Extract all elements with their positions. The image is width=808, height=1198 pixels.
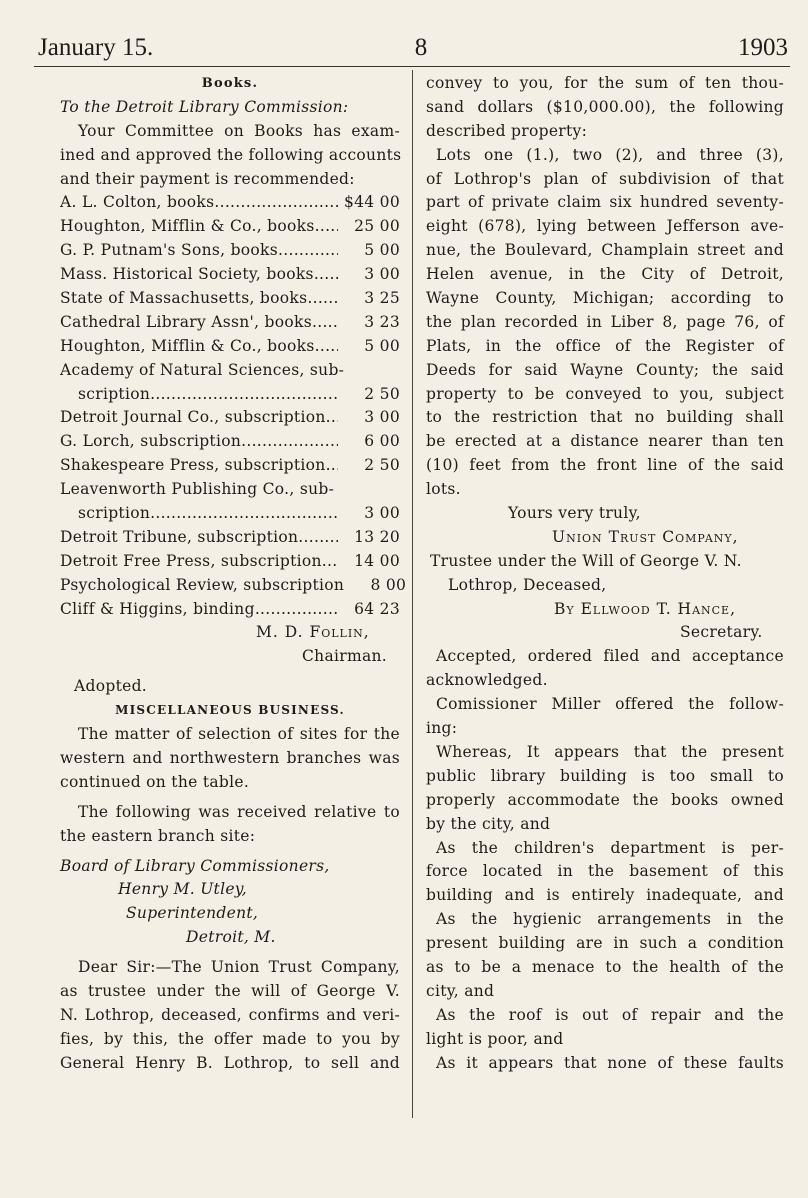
account-row: [60, 454, 400, 478]
account-amount: 14 00: [354, 551, 400, 570]
account-amount: $44 00: [343, 193, 400, 212]
account-name: scription: [78, 504, 151, 523]
account-name: Houghton, Mifflin & Co., books: [60, 336, 315, 355]
misc-line: western and northwestern branches was: [60, 748, 400, 767]
address-line: Board of Library Commissioners,: [60, 856, 330, 875]
whereas-line: Whereas, It appears that the present: [436, 742, 784, 761]
lots-line: (10) feet from the front line of the said: [426, 456, 784, 475]
account-row: [60, 215, 400, 239]
children-line: building and is entirely inadequate, and: [426, 886, 784, 905]
lots-line: property to be conveyed to you, subject: [426, 384, 784, 403]
whereas-line: public library building is too small to: [426, 766, 784, 785]
account-name: Detroit Free Press, subscription: [60, 551, 322, 570]
account-name: G. P. Putnam's Sons, books: [60, 241, 279, 260]
account-amount: 64 23: [354, 599, 400, 618]
closing: Yours very truly,: [508, 504, 641, 523]
letter-cont-line: sand dollars ($10,000.00), the following: [426, 97, 784, 116]
lots-line: lots.: [426, 480, 461, 499]
account-amount: 3 23: [364, 312, 400, 331]
account-name-line: Academy of Natural Sciences, sub-: [60, 360, 345, 379]
account-row: [60, 311, 400, 335]
account-amount: 3 00: [364, 265, 400, 284]
trustee-line: Trustee under the Will of George V. N.: [430, 551, 742, 570]
account-row: [60, 574, 407, 598]
intro-line: ined and approved the following accounts: [60, 145, 402, 164]
signer-title: Chairman.: [302, 647, 387, 666]
account-row: [60, 430, 400, 454]
account-amount: 2 50: [364, 456, 400, 475]
lots-line: Helen avenue, in the City of Detroit,: [426, 265, 784, 284]
account-name: G. Lorch, subscription: [60, 432, 242, 451]
account-name: scription: [78, 384, 151, 403]
account-row: [60, 287, 400, 311]
account-name: Mass. Historical Society, books: [60, 265, 314, 284]
whereas-line: by the city, and: [426, 814, 551, 833]
account-name: Psychological Review, subscription: [60, 575, 345, 594]
account-amount: 3 00: [364, 504, 400, 523]
lots-line: Lots one (1.), two (2), and three (3),: [436, 145, 784, 164]
accepted-line: Accepted, ordered filed and acceptance: [436, 647, 784, 666]
hygienic-line: present building are in such a condition: [426, 934, 784, 953]
by-line: By Ellwood T. Hance,: [554, 599, 737, 618]
account-amount: 13 20: [354, 527, 400, 546]
account-name: Cathedral Library Assn', books: [60, 312, 312, 331]
account-row: [60, 191, 400, 215]
misc-line: The matter of selection of sites for the: [78, 725, 400, 744]
roof-line: light is poor, and: [426, 1029, 564, 1048]
account-row: [60, 526, 400, 550]
whereas-line: properly accommodate the books owned: [426, 790, 784, 809]
letter-cont-line: convey to you, for the sum of ten thou-: [426, 74, 784, 92]
accounts-list: [60, 191, 407, 621]
lots-line: the plan recorded in Liber 8, page 76, of: [426, 312, 784, 331]
letter-line: N. Lothrop, deceased, confirms and veri-: [60, 1005, 400, 1024]
lots-line: nue, the Boulevard, Champlain street and: [426, 241, 784, 260]
right-column: [426, 72, 784, 1075]
account-row: [60, 406, 400, 430]
signer-name: M. D. Follin,: [256, 623, 370, 642]
account-amount: 5 00: [364, 241, 400, 260]
company-name: Union Trust Company,: [552, 527, 739, 546]
lots-line: Wayne County, Michigan; according to: [426, 289, 784, 308]
received-line: The following was received relative to: [78, 802, 400, 821]
faults-line: As it appears that none of these faults: [436, 1053, 784, 1072]
account-name: Houghton, Mifflin & Co., books: [60, 217, 315, 236]
children-line: force located in the basement of this: [426, 862, 784, 881]
account-row: [60, 263, 400, 287]
letter-line: as trustee under the will of George V.: [60, 981, 400, 1000]
page-header: [38, 34, 788, 70]
account-name-line: Leavenworth Publishing Co., sub-: [60, 480, 335, 499]
intro-line: and their payment is recommended:: [60, 169, 355, 188]
lots-line: Deeds for said Wayne County; the said: [426, 360, 784, 379]
lots-line: part of private claim six hundred seventy-: [426, 193, 784, 212]
received-line: the eastern branch site:: [60, 826, 256, 845]
trustee-line: Lothrop, Deceased,: [448, 575, 607, 594]
account-amount: 2 50: [364, 384, 400, 403]
account-amount: 6 00: [364, 432, 400, 451]
adopted-note: Adopted.: [74, 677, 148, 696]
account-row: [60, 335, 400, 359]
address-line: Detroit, M.: [186, 928, 276, 947]
account-amount: 8 00: [370, 575, 407, 594]
account-row: [60, 383, 400, 407]
account-amount: 25 00: [354, 217, 400, 236]
letter-line: Dear Sir:—The Union Trust Company,: [78, 958, 400, 977]
account-row: [60, 239, 400, 263]
miller-line: Comissioner Miller offered the follow-: [436, 695, 784, 714]
misc-line: continued on the table.: [60, 772, 250, 791]
letter-line: fies, by this, the offer made to you by: [60, 1029, 400, 1048]
address-line: Henry M. Utley,: [118, 880, 248, 899]
header-date: January 15.: [38, 34, 154, 61]
account-name: Detroit Tribune, subscription: [60, 527, 299, 546]
accepted-line: acknowledged.: [426, 671, 548, 690]
account-amount: 3 00: [364, 408, 400, 427]
lots-line: of Lothrop's plan of subdivision of that: [426, 169, 784, 188]
account-name: State of Massachusetts, books: [60, 289, 308, 308]
left-column: [60, 72, 407, 1076]
header-rule: [34, 66, 790, 67]
lots-line: eight (678), lying between Jefferson ave-: [426, 217, 784, 236]
address-line: Superintendent,: [126, 904, 259, 923]
miller-line: ing:: [426, 719, 458, 738]
hygienic-line: city, and: [426, 981, 495, 1000]
lots-line: be erected at a distance nearer than ten: [426, 432, 784, 451]
hygienic-line: as to be a menace to the health of the: [426, 957, 784, 976]
account-name: A. L. Colton, books: [60, 193, 215, 212]
intro-line: Your Committee on Books has exam-: [78, 121, 400, 140]
header-year: 1903: [738, 34, 788, 61]
account-row: [60, 550, 400, 574]
header-page-number: 8: [414, 34, 428, 61]
account-row: [60, 598, 400, 622]
misc-heading: MISCELLANEOUS BUSINESS.: [115, 703, 345, 718]
hygienic-line: As the hygienic arrangements in the: [436, 910, 784, 929]
roof-line: As the roof is out of repair and the: [436, 1005, 784, 1024]
account-name: Detroit Journal Co., subscription: [60, 408, 326, 427]
books-heading: Books.: [201, 76, 259, 91]
account-amount: 3 25: [364, 289, 400, 308]
account-name: Shakespeare Press, subscription: [60, 456, 326, 475]
secretary-title: Secretary.: [680, 623, 763, 642]
letter-line: General Henry B. Lothrop, to sell and: [60, 1053, 400, 1072]
letter-cont-line: described property:: [426, 121, 588, 140]
lots-line: Plats, in the office of the Register of: [426, 336, 784, 355]
column-divider: [412, 70, 413, 1118]
account-row: [60, 502, 400, 526]
salutation: To the Detroit Library Commission:: [60, 97, 349, 116]
account-amount: 5 00: [364, 336, 400, 355]
children-line: As the children's department is per-: [436, 838, 784, 857]
account-name: Cliff & Higgins, binding: [60, 599, 255, 618]
lots-line: to the restriction that no building shall: [426, 408, 784, 427]
